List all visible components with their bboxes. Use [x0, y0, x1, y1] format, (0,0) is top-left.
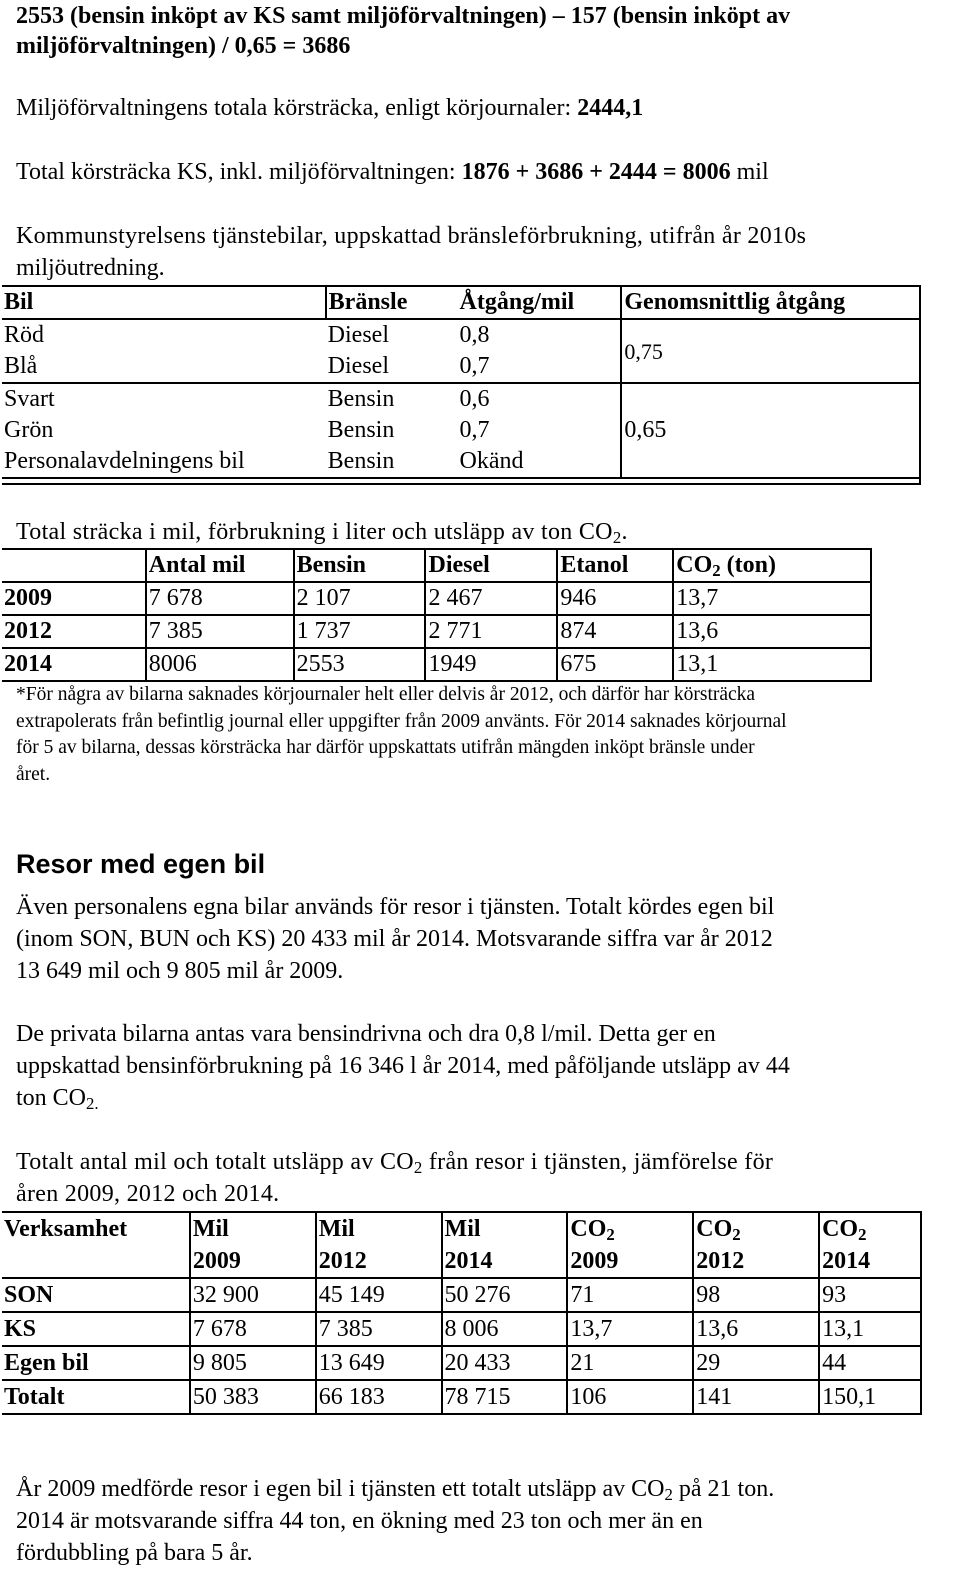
summary-cell: 7 678	[190, 1312, 316, 1346]
usage-table-header	[2, 549, 871, 582]
fuel-cell: Röd	[4, 322, 45, 348]
paragraph-3	[16, 1146, 773, 1210]
usage-cell: 1949	[425, 648, 557, 681]
usage-cell: 2 107	[294, 582, 426, 615]
summary-table-header	[2, 1212, 921, 1278]
table-row	[2, 582, 871, 615]
usage-year: 2014	[2, 648, 146, 681]
fuel-cell: Bensin	[327, 417, 395, 443]
fuel-header-bransle: Bränsle	[326, 286, 458, 319]
summary-header-verksamhet: Verksamhet	[2, 1212, 190, 1278]
fuel-cell: Okänd	[458, 446, 622, 478]
summary-label: Egen bil	[2, 1346, 190, 1380]
fuel-avg-diesel: 0,75	[621, 319, 920, 383]
closing-paragraph	[16, 1473, 774, 1569]
usage-cell: 874	[557, 615, 673, 648]
usage-cell: 1 737	[294, 615, 426, 648]
summary-cell: 66 183	[316, 1380, 442, 1414]
summary-cell: 98	[693, 1278, 819, 1312]
fuel-cell: Grön	[4, 417, 54, 443]
paragraph-line: De privata bilarna antas vara bensindrivna och dra 0,8 l/mil. Detta ger en	[16, 1021, 716, 1047]
summary-label: SON	[2, 1278, 190, 1312]
usage-cell: 7 385	[146, 615, 294, 648]
table-row	[2, 1346, 921, 1380]
usage-year: 2009	[2, 582, 146, 615]
fuel-cell: Blå	[4, 353, 38, 379]
summary-cell: 45 149	[316, 1278, 442, 1312]
usage-cell: 675	[557, 648, 673, 681]
summary-cell: 44	[819, 1346, 921, 1380]
usage-header-etanol: Etanol	[557, 549, 673, 582]
usage-cell: 13,6	[673, 615, 871, 648]
summary-cell: 150,1	[819, 1380, 921, 1414]
fuel-cell: Bensin	[326, 383, 458, 415]
summary-cell: 32 900	[190, 1278, 316, 1312]
paragraph-line: (inom SON, BUN och KS) 20 433 mil år 2014. Motsvarande siffra var år 2012	[16, 926, 773, 952]
usage-cell: 2553	[294, 648, 426, 681]
paragraph-line: 2014 är motsvarande siffra 44 ton, en ökning med 23 ton och mer än en	[16, 1508, 703, 1534]
summary-table	[2, 1211, 922, 1415]
usage-cell: 13,1	[673, 648, 871, 681]
section-heading: Resor med egen bil	[16, 849, 266, 879]
intro-line-5: Kommunstyrelsens tjänstebilar, uppskattad bränsleförbrukning, utifrån år 2010s	[16, 223, 807, 249]
usage-cell: 8006	[146, 648, 294, 681]
usage-header-co2: $CO_2$ (ton)	[673, 549, 871, 582]
fuel-header-genomsnitt: Genomsnittlig åtgång	[621, 286, 920, 319]
usage-cell: 7 678	[146, 582, 294, 615]
usage-cell: 2 467	[425, 582, 557, 615]
summary-cell: 21	[567, 1346, 693, 1380]
summary-cell: 13,6	[693, 1312, 819, 1346]
footnote-line: *För några av bilarna saknades körjournaler helt eller delvis år 2012, och därför har körsträcka	[16, 684, 756, 705]
fuel-table-header	[2, 286, 920, 319]
summary-cell: 141	[693, 1380, 819, 1414]
paragraph-line: Även personalens egna bilar används för resor i tjänsten. Totalt kördes egen bil	[16, 894, 775, 920]
paragraph-line: åren 2009, 2012 och 2014.	[16, 1181, 280, 1207]
footnote	[16, 682, 787, 788]
summary-cell: 8 006	[442, 1312, 568, 1346]
usage-header-empty	[2, 549, 146, 582]
fuel-cell: Svart	[2, 383, 326, 415]
footnote-line: för 5 av bilarna, dessas körsträcka har därför uppskattats utifrån mängden inköpt bränsle under	[16, 737, 755, 758]
usage-table	[2, 548, 872, 682]
summary-label: KS	[2, 1312, 190, 1346]
footnote-line: extrapolerats från befintlig journal eller uppgifter från 2009 använts. För 2014 saknades körjournal	[16, 710, 787, 732]
intro-line-2: miljöförvaltningen) / 0,65 = 3686	[16, 33, 351, 59]
usage-cell: 2 771	[425, 615, 557, 648]
fuel-cell: Diesel	[327, 353, 389, 379]
summary-cell: 78 715	[442, 1380, 568, 1414]
summary-label: Totalt	[2, 1380, 190, 1414]
usage-cell: 13,7	[673, 582, 871, 615]
usage-header-mil: Antal mil	[146, 549, 294, 582]
fuel-header-bil: Bil	[2, 286, 326, 319]
summary-cell: 13,7	[567, 1312, 693, 1346]
fuel-cell: 0,7	[459, 353, 490, 379]
paragraph-line: År 2009 medförde resor i egen bil i tjänsten ett totalt utsläpp av $CO_2$ på 21 ton.	[16, 1476, 775, 1505]
summary-cell: 29	[693, 1346, 819, 1380]
paragraph-line: Totalt antal mil och totalt utsläpp av $CO_2$ från resor i tjänsten, jämförelse för	[16, 1149, 774, 1178]
paragraph-2	[16, 1018, 790, 1114]
table-row	[2, 319, 920, 351]
fuel-cell: 0,7	[459, 417, 490, 443]
summary-cell: 106	[567, 1380, 693, 1414]
paragraph-1	[16, 891, 774, 987]
summary-cell: 93	[819, 1278, 921, 1312]
paragraph-line: uppskattad bensinförbrukning på 16 346 l år 2014, med påföljande utsläpp av 44	[16, 1053, 790, 1079]
usage-header-bensin: Bensin	[294, 549, 426, 582]
table-row	[2, 1312, 921, 1346]
summary-header-mil-2014: Mil 2014	[442, 1212, 568, 1278]
table-row	[2, 648, 871, 681]
summary-header-mil-2012: Mil 2012	[316, 1212, 442, 1278]
summary-cell: 71	[567, 1278, 693, 1312]
fuel-cell: 0,8	[459, 322, 490, 348]
fuel-header-atgang: Åtgång/mil	[458, 286, 622, 319]
fuel-avg-bensin: 0,65	[621, 383, 920, 478]
footnote-line: året.	[16, 763, 51, 785]
summary-header-co2-2012: $CO_2$ 2012	[693, 1212, 819, 1278]
intro-line-6: miljöutredning.	[16, 255, 165, 281]
table-row	[2, 1278, 921, 1312]
paragraph-line: 13 649 mil och 9 805 mil år 2009.	[16, 958, 344, 984]
table-row	[2, 615, 871, 648]
paragraph-line: fördubbling på bara 5 år.	[16, 1540, 253, 1566]
summary-header-co2-2014: $CO_2$ 2014	[819, 1212, 921, 1278]
summary-cell: 7 385	[316, 1312, 442, 1346]
summary-header-co2-2009: $CO_2$ 2009	[567, 1212, 693, 1278]
summary-cell: 50 276	[442, 1278, 568, 1312]
summary-cell: 13,1	[819, 1312, 921, 1346]
paragraph-line: ton $CO_{2.}$	[16, 1085, 99, 1114]
usage-header-diesel: Diesel	[425, 549, 557, 582]
usage-caption: Total sträcka i mil, förbrukning i liter och utsläpp av ton $CO_2$.	[16, 519, 628, 548]
table-row	[2, 383, 920, 415]
summary-cell: 20 433	[442, 1346, 568, 1380]
fuel-cell: Diesel	[327, 322, 389, 348]
summary-cell: 9 805	[190, 1346, 316, 1380]
usage-year: 2012	[2, 615, 146, 648]
fuel-table	[2, 285, 921, 479]
intro-line-4: Total körsträcka KS, inkl. miljöförvaltningen: 1876 + 3686 + 2444 = 8006 mil	[16, 159, 769, 185]
summary-cell: 50 383	[190, 1380, 316, 1414]
fuel-cell: 0,6	[458, 383, 622, 415]
table-row	[2, 1380, 921, 1414]
summary-header-mil-2009: Mil 2009	[190, 1212, 316, 1278]
summary-cell: 13 649	[316, 1346, 442, 1380]
usage-cell: 946	[557, 582, 673, 615]
fuel-cell: Bensin	[326, 446, 458, 478]
fuel-cell: Personalavdelningens bil	[2, 446, 326, 478]
intro-line-3: Miljöförvaltningens totala körsträcka, enligt körjournaler: 2444,1	[16, 95, 644, 121]
intro-line-1: 2553 (bensin inköpt av KS samt miljöförvaltningen) – 157 (bensin inköpt av	[16, 3, 791, 29]
